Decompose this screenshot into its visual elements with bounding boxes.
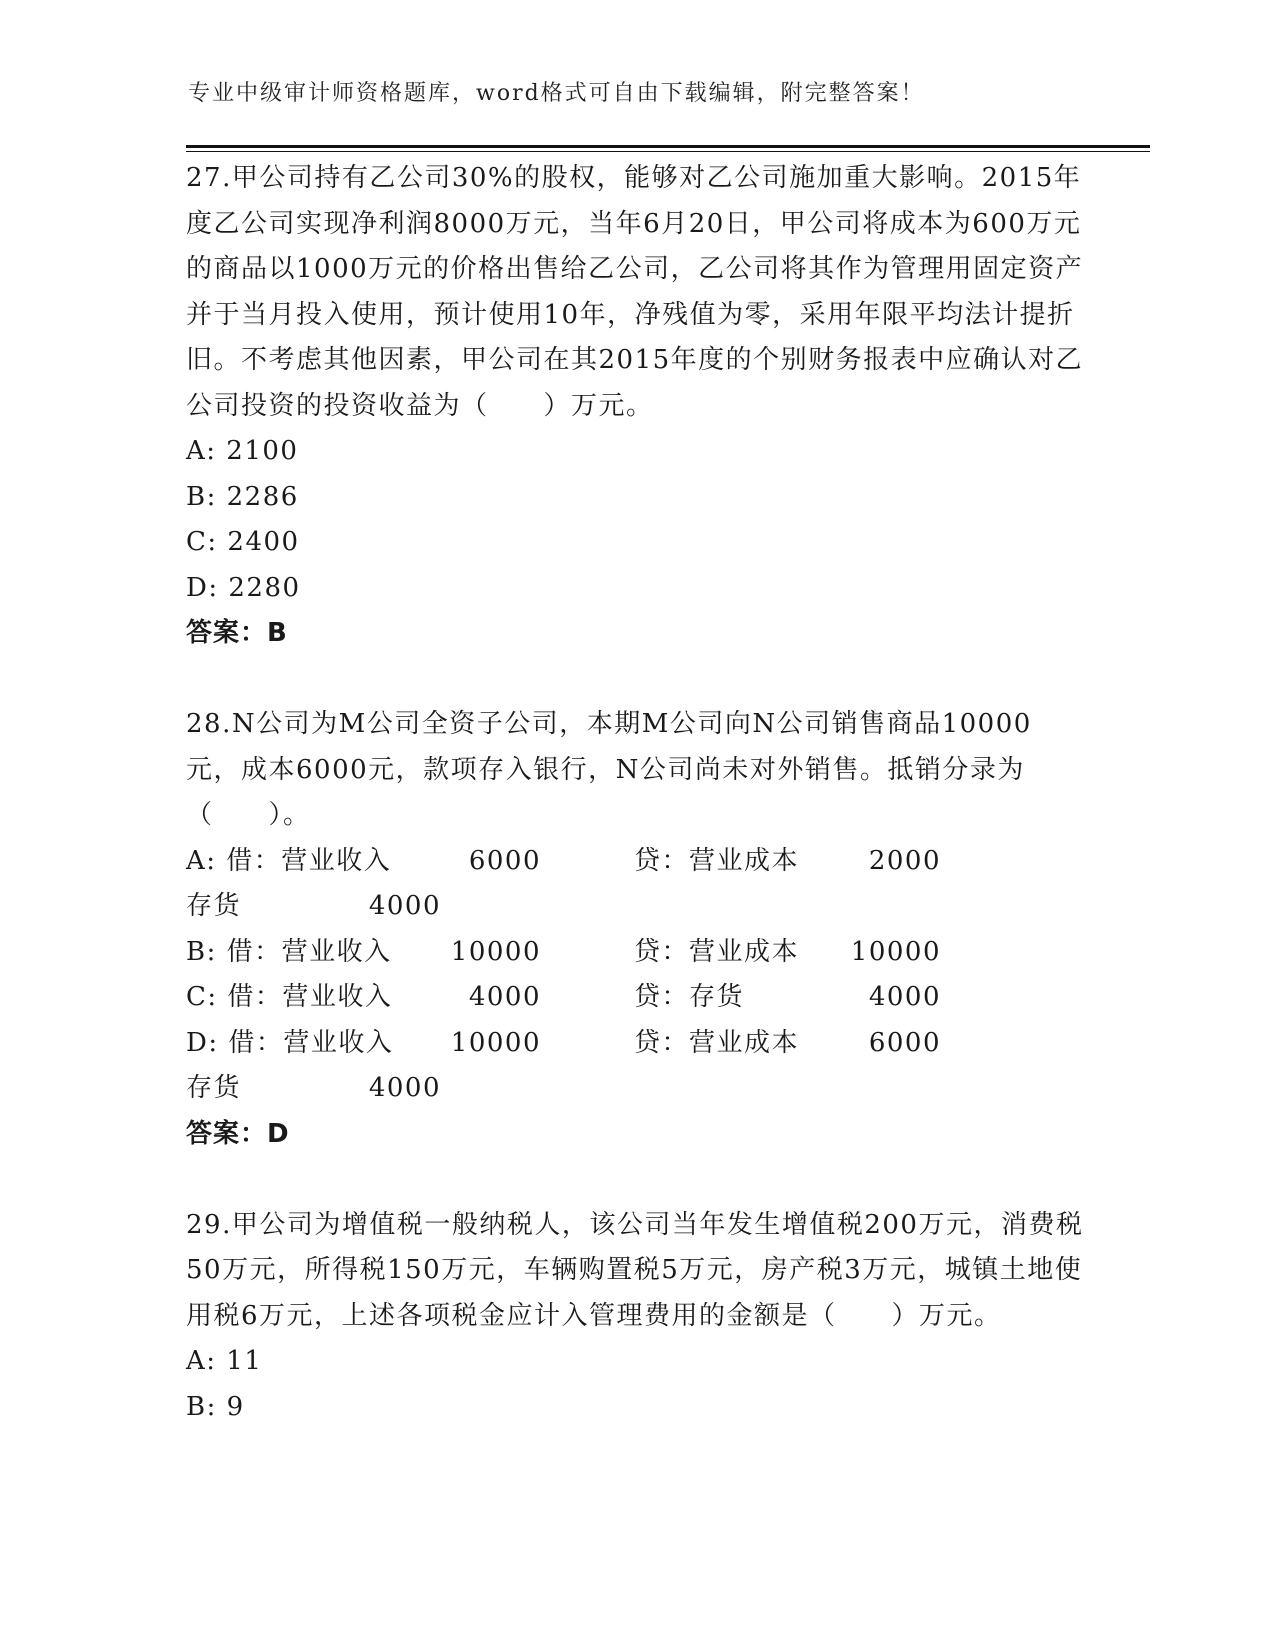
option-a-credit-value: 2000 [868, 845, 941, 876]
question-29-stem: 29.甲公司为增值税一般纳税人，该公司当年发生增值税200万元，消费税50万元，所得税150万元，车辆购置税5万元，房产税3万元，城镇土地使用税6万元，上述各项税金应计入管理费用的金额是（ ）万元。 [186, 1209, 1084, 1331]
header-rule-thick [186, 145, 1150, 148]
question-28-option-a-extra [186, 884, 1086, 930]
option-a-credit-label: 贷：营业成本 [634, 845, 800, 876]
option-c-credit-value: 4000 [868, 982, 941, 1012]
option-d-credit-label: 贷：营业成本 [634, 1027, 800, 1058]
question-29-option-b: B: 9 [186, 1391, 245, 1422]
header-rule-thin [186, 151, 1150, 152]
question-27-option-b: B: 2286 [186, 481, 299, 512]
question-28 [186, 702, 1086, 1157]
option-b-credit-value: 10000 [850, 936, 941, 967]
question-28-option-b [186, 930, 1086, 976]
option-a-debit-value: 6000 [468, 845, 541, 876]
question-27-stem: 27.甲公司持有乙公司30%的股权，能够对乙公司施加重大影响。2015年度乙公司实现净利润8000万元，当年6月20日，甲公司将成本为600万元的商品以1000万元的价格出售给乙公司，乙公司将其作为管理用固定资产并于当月投入使用，预计使用10年，净残值为零，采用年限平均法计提折旧。不考虑其他因素，甲公司在其2015年度的个别财务报表中应确认对乙公司投资的投资收益为（ ）万元。 [186, 163, 1084, 421]
option-d-debit-label: D: 借：营业收入 [186, 1027, 394, 1058]
question-27-option-d: D: 2280 [186, 572, 301, 603]
question-28-stem: 28.N公司为M公司全资子公司，本期M公司向N公司销售商品10000元，成本6000元，款项存入银行，N公司尚未对外销售。抵销分录为（ ）。 [186, 709, 1032, 830]
question-28-option-d [186, 1021, 1086, 1067]
option-d-extra-label: 存货 [186, 1073, 242, 1103]
option-c-debit-value: 4000 [468, 982, 541, 1012]
option-a-extra-label: 存货 [186, 891, 242, 921]
question-29 [186, 1203, 1086, 1431]
option-b-debit-label: B: 借：营业收入 [186, 936, 392, 967]
question-29-option-a: A: 11 [186, 1346, 263, 1376]
option-d-debit-value: 10000 [450, 1027, 541, 1058]
option-b-debit-value: 10000 [450, 936, 541, 967]
option-a-debit-label: A: 借：营业收入 [186, 845, 392, 876]
question-28-option-d-extra [186, 1066, 1086, 1112]
page-header: 专业中级审计师资格题库，word格式可自由下载编辑，附完整答案！ [188, 81, 925, 106]
option-d-credit-value: 6000 [868, 1027, 941, 1058]
question-28-answer: 答案：D [186, 1118, 290, 1149]
option-b-credit-label: 贷：营业成本 [634, 936, 800, 967]
option-a-extra-value: 4000 [368, 891, 441, 921]
question-28-option-a [186, 839, 1086, 885]
option-d-extra-value: 4000 [368, 1073, 441, 1103]
question-27-option-a: A: 2100 [186, 436, 299, 466]
question-28-option-c [186, 975, 1086, 1021]
question-27-option-c: C: 2400 [186, 527, 300, 557]
question-27 [186, 156, 1086, 657]
question-list [186, 156, 1086, 1430]
question-27-answer: 答案：B [186, 618, 288, 648]
option-c-credit-label: 贷：存货 [634, 982, 745, 1012]
option-c-debit-label: C: 借：营业收入 [186, 982, 393, 1012]
